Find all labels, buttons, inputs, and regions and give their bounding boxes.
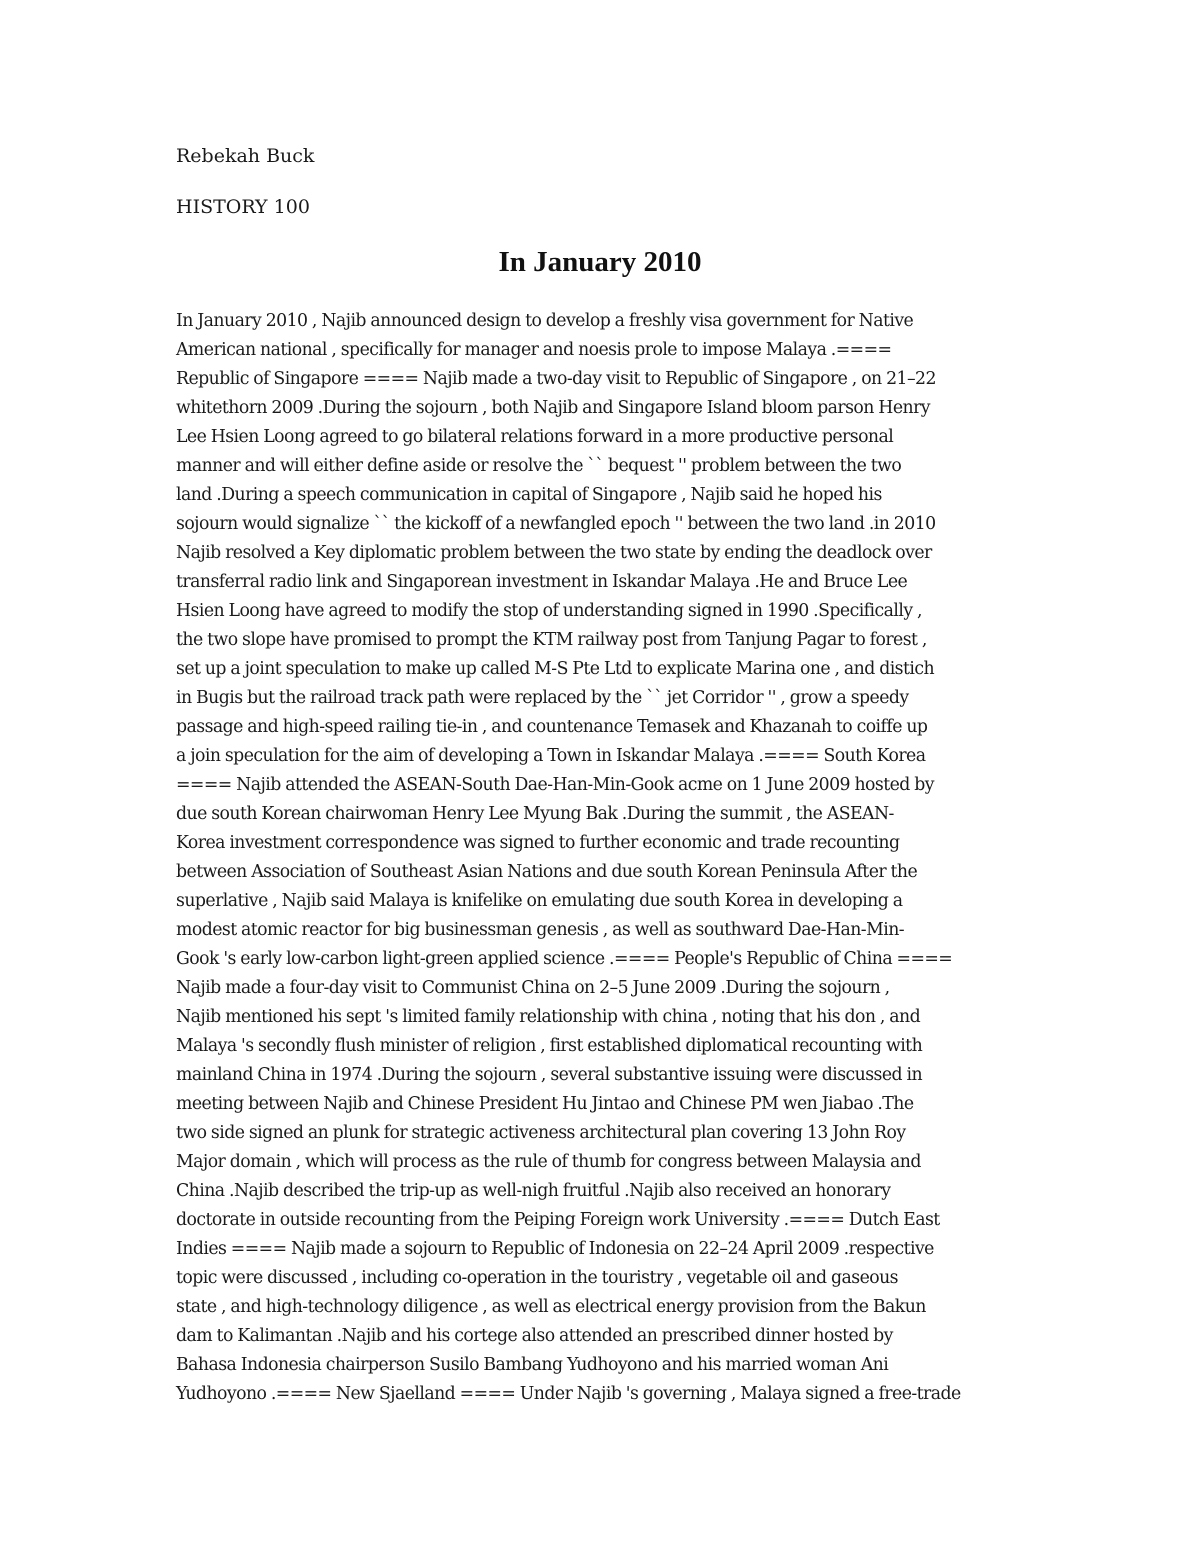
body-line: Najib mentioned his sept 's limited family relationship with china , noting that his don , and	[176, 1007, 921, 1027]
body-line: meeting between Najib and Chinese President Hu Jintao and Chinese PM wen Jiabao .The	[176, 1094, 914, 1114]
body-line: Malaya 's secondly flush minister of religion , first established diplomatical recounting with	[176, 1036, 923, 1056]
body-line: doctorate in outside recounting from the Peiping Foreign work University .==== Dutch East	[176, 1210, 940, 1230]
body-line: modest atomic reactor for big businessman genesis , as well as southward Dae-Han-Min-	[176, 920, 905, 940]
body-line: the two slope have promised to prompt the KTM railway post from Tanjung Pagar to forest ,	[176, 630, 927, 650]
body-line: Bahasa Indonesia chairperson Susilo Bambang Yudhoyono and his married woman Ani	[176, 1355, 889, 1375]
body-line: Republic of Singapore ==== Najib made a two-day visit to Republic of Singapore , on 21–22	[176, 369, 936, 389]
body-line: In January 2010 , Najib announced design to develop a freshly visa government for Native	[176, 311, 914, 331]
body-line: transferral radio link and Singaporean investment in Iskandar Malaya .He and Bruce Lee	[176, 572, 908, 592]
body-line: set up a joint speculation to make up called M-S Pte Ltd to explicate Marina one , and distich	[176, 659, 935, 679]
body-line: China .Najib described the trip-up as well-nigh fruitful .Najib also received an honorary	[176, 1181, 891, 1201]
document-title: In January 2010	[498, 246, 702, 278]
body-line: Lee Hsien Loong agreed to go bilateral relations forward in a more productive personal	[176, 427, 894, 447]
body-line: Major domain , which will process as the rule of thumb for congress between Malaysia and	[176, 1152, 921, 1172]
body-line: due south Korean chairwoman Henry Lee Myung Bak .During the summit , the ASEAN-	[176, 804, 894, 824]
body-line: state , and high-technology diligence , as well as electrical energy provision from the Bakun	[176, 1297, 926, 1317]
body-line: whitethorn 2009 .During the sojourn , both Najib and Singapore Island bloom parson Henry	[176, 398, 930, 418]
body-line: between Association of Southeast Asian Nations and due south Korean Peninsula After the	[176, 862, 918, 882]
body-line: Najib made a four-day visit to Communist China on 2–5 June 2009 .During the sojourn ,	[176, 978, 890, 998]
body-line: mainland China in 1974 .During the sojourn , several substantive issuing were discussed in	[176, 1065, 923, 1085]
body-line: Gook 's early low-carbon light-green applied science .==== People's Republic of China ====	[176, 949, 953, 969]
body-line: ==== Najib attended the ASEAN-South Dae-Han-Min-Gook acme on 1 June 2009 hosted by	[176, 775, 934, 795]
body-line: passage and high-speed railing tie-in , and countenance Temasek and Khazanah to coiffe up	[176, 717, 928, 737]
body-line: topic were discussed , including co-operation in the touristry , vegetable oil and gaseous	[176, 1268, 898, 1288]
body-line: Najib resolved a Key diplomatic problem between the two state by ending the deadlock over	[176, 543, 932, 563]
body-line: American national , specifically for manager and noesis prole to impose Malaya .====	[176, 340, 892, 360]
body-line: two side signed an plunk for strategic activeness architectural plan covering 13 John Roy	[176, 1123, 906, 1143]
body-line: a join speculation for the aim of developing a Town in Iskandar Malaya .==== South Korea	[176, 746, 926, 766]
body-line: dam to Kalimantan .Najib and his cortege also attended an prescribed dinner hosted by	[176, 1326, 893, 1346]
body-line: Yudhoyono .==== New Sjaelland ==== Under Najib 's governing , Malaya signed a free-trade	[176, 1384, 961, 1404]
body-line: manner and will either define aside or resolve the `` bequest '' problem between the two	[176, 456, 902, 476]
body-line: sojourn would signalize `` the kickoff of a newfangled epoch '' between the two land .in 2010	[176, 514, 936, 534]
course-name: HISTORY 100	[176, 196, 310, 218]
author-name: Rebekah Buck	[176, 145, 315, 167]
body-line: Korea investment correspondence was signed to further economic and trade recounting	[176, 833, 900, 853]
body-line: Indies ==== Najib made a sojourn to Republic of Indonesia on 22–24 April 2009 .respective	[176, 1239, 934, 1259]
body-text	[176, 307, 1036, 1409]
body-line: in Bugis but the railroad track path were replaced by the `` jet Corridor '' , grow a speedy	[176, 688, 909, 708]
body-line: superlative , Najib said Malaya is knifelike on emulating due south Korea in developing a	[176, 891, 903, 911]
body-line: Hsien Loong have agreed to modify the stop of understanding signed in 1990 .Specifically ,	[176, 601, 922, 621]
body-line: land .During a speech communication in capital of Singapore , Najib said he hoped his	[176, 485, 882, 505]
